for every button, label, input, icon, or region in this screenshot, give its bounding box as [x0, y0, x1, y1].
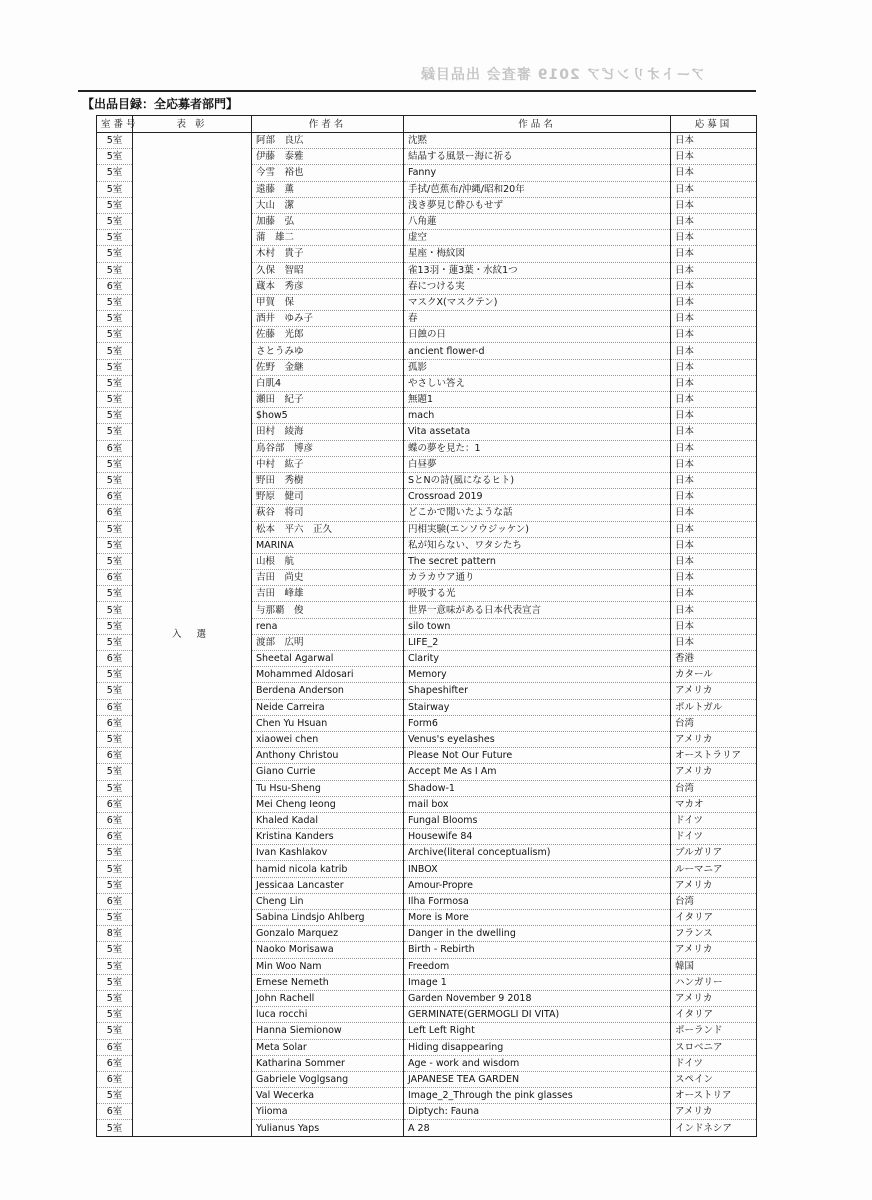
- country-cell: アメリカ: [671, 877, 757, 893]
- room-cell: 5室: [97, 262, 133, 278]
- room-cell: 5室: [97, 586, 133, 602]
- work-cell: 星座・梅紋図: [404, 246, 671, 262]
- country-cell: アメリカ: [671, 731, 757, 747]
- country-cell: 日本: [671, 586, 757, 602]
- artist-cell: Min Woo Nam: [252, 958, 404, 974]
- artist-cell: 木村 貴子: [252, 246, 404, 262]
- country-cell: 日本: [671, 375, 757, 391]
- work-cell: Shapeshifter: [404, 683, 671, 699]
- country-cell: 台湾: [671, 893, 757, 909]
- work-cell: SとNの詩(風になるヒト): [404, 472, 671, 488]
- work-cell: Freedom: [404, 958, 671, 974]
- country-cell: 日本: [671, 521, 757, 537]
- country-cell: 日本: [671, 392, 757, 408]
- country-cell: 日本: [671, 618, 757, 634]
- artist-cell: Mohammed Aldosari: [252, 667, 404, 683]
- header-room: 室番号: [97, 116, 133, 133]
- work-cell: Image 1: [404, 974, 671, 990]
- artist-cell: Berdena Anderson: [252, 683, 404, 699]
- work-cell: 結晶する風景ー海に祈る: [404, 149, 671, 165]
- work-cell: A 28: [404, 1120, 671, 1136]
- work-cell: Amour-Propre: [404, 877, 671, 893]
- work-cell: 私が知らない、ワタシたち: [404, 537, 671, 553]
- artist-cell: Yiioma: [252, 1104, 404, 1120]
- artist-cell: John Rachell: [252, 990, 404, 1006]
- country-cell: 日本: [671, 262, 757, 278]
- country-cell: 日本: [671, 408, 757, 424]
- country-cell: スペイン: [671, 1071, 757, 1087]
- work-cell: Birth - Rebirth: [404, 942, 671, 958]
- room-cell: 6室: [97, 489, 133, 505]
- room-cell: 5室: [97, 1007, 133, 1023]
- country-cell: アメリカ: [671, 990, 757, 1006]
- work-cell: Archive(literal conceptualism): [404, 845, 671, 861]
- room-cell: 5室: [97, 764, 133, 780]
- artist-cell: 野田 秀樹: [252, 472, 404, 488]
- artist-cell: 吉田 尚史: [252, 570, 404, 586]
- room-cell: 6室: [97, 893, 133, 909]
- country-cell: ポルトガル: [671, 699, 757, 715]
- work-cell: 白昼夢: [404, 456, 671, 472]
- work-cell: どこかで聞いたような話: [404, 505, 671, 521]
- artist-cell: MARINA: [252, 537, 404, 553]
- room-cell: 5室: [97, 181, 133, 197]
- room-cell: 5室: [97, 667, 133, 683]
- country-cell: ドイツ: [671, 829, 757, 845]
- country-cell: ブルガリア: [671, 845, 757, 861]
- artist-cell: Katharina Sommer: [252, 1055, 404, 1071]
- room-cell: 5室: [97, 133, 133, 149]
- artist-cell: Kristina Kanders: [252, 829, 404, 845]
- room-cell: 8室: [97, 926, 133, 942]
- room-cell: 5室: [97, 990, 133, 1006]
- country-cell: インドネシア: [671, 1120, 757, 1136]
- room-cell: 5室: [97, 910, 133, 926]
- country-cell: 日本: [671, 197, 757, 213]
- artist-cell: Gabriele Voglgsang: [252, 1071, 404, 1087]
- room-cell: 5室: [97, 165, 133, 181]
- country-cell: 韓国: [671, 958, 757, 974]
- country-cell: 日本: [671, 537, 757, 553]
- country-cell: イタリア: [671, 1007, 757, 1023]
- country-cell: カタール: [671, 667, 757, 683]
- room-cell: 6室: [97, 1071, 133, 1087]
- room-cell: 5室: [97, 392, 133, 408]
- room-cell: 5室: [97, 311, 133, 327]
- artist-cell: 吉田 峰雄: [252, 586, 404, 602]
- artist-cell: 伊藤 泰雅: [252, 149, 404, 165]
- artist-cell: Sabina Lindsjo Ahlberg: [252, 910, 404, 926]
- artist-cell: Khaled Kadal: [252, 812, 404, 828]
- work-cell: INBOX: [404, 861, 671, 877]
- artist-cell: 佐藤 光郎: [252, 327, 404, 343]
- room-cell: 5室: [97, 149, 133, 165]
- country-cell: ドイツ: [671, 812, 757, 828]
- country-cell: フランス: [671, 926, 757, 942]
- work-cell: The secret pattern: [404, 553, 671, 569]
- artist-cell: 久保 智昭: [252, 262, 404, 278]
- artist-cell: Gonzalo Marquez: [252, 926, 404, 942]
- artist-cell: Emese Nemeth: [252, 974, 404, 990]
- room-cell: 5室: [97, 683, 133, 699]
- work-cell: More is More: [404, 910, 671, 926]
- room-cell: 5室: [97, 553, 133, 569]
- work-cell: 春: [404, 311, 671, 327]
- room-cell: 6室: [97, 1039, 133, 1055]
- work-cell: Diptych: Fauna: [404, 1104, 671, 1120]
- room-cell: 5室: [97, 1023, 133, 1039]
- work-cell: Danger in the dwelling: [404, 926, 671, 942]
- artist-cell: Yulianus Yaps: [252, 1120, 404, 1136]
- work-cell: 沈黙: [404, 133, 671, 149]
- artist-cell: 瀬田 紀子: [252, 392, 404, 408]
- room-cell: 6室: [97, 651, 133, 667]
- artist-cell: 白肌4: [252, 375, 404, 391]
- artist-cell: Giano Currie: [252, 764, 404, 780]
- country-cell: 日本: [671, 230, 757, 246]
- room-cell: 5室: [97, 472, 133, 488]
- work-cell: Shadow-1: [404, 780, 671, 796]
- work-cell: Image_2_Through the pink glasses: [404, 1088, 671, 1104]
- room-cell: 5室: [97, 537, 133, 553]
- work-cell: Garden November 9 2018: [404, 990, 671, 1006]
- room-cell: 5室: [97, 327, 133, 343]
- work-cell: 呼吸する光: [404, 586, 671, 602]
- work-cell: 手拭/芭蕉布/沖縄/昭和20年: [404, 181, 671, 197]
- work-cell: Venus's eyelashes: [404, 731, 671, 747]
- artist-cell: Cheng Lin: [252, 893, 404, 909]
- country-cell: 日本: [671, 505, 757, 521]
- catalog-table: [96, 115, 757, 1137]
- artist-cell: 中村 紘子: [252, 456, 404, 472]
- room-cell: 6室: [97, 505, 133, 521]
- room-cell: 5室: [97, 375, 133, 391]
- artist-cell: Ivan Kashlakov: [252, 845, 404, 861]
- country-cell: アメリカ: [671, 683, 757, 699]
- country-cell: アメリカ: [671, 764, 757, 780]
- artist-cell: 佐野 金継: [252, 359, 404, 375]
- country-cell: イタリア: [671, 910, 757, 926]
- room-cell: 5室: [97, 294, 133, 310]
- country-cell: 日本: [671, 602, 757, 618]
- artist-cell: Neide Carreira: [252, 699, 404, 715]
- country-cell: ルーマニア: [671, 861, 757, 877]
- room-cell: 5室: [97, 1088, 133, 1104]
- room-cell: 5室: [97, 877, 133, 893]
- room-cell: 6室: [97, 1055, 133, 1071]
- room-cell: 5室: [97, 731, 133, 747]
- room-cell: 5室: [97, 424, 133, 440]
- room-cell: 6室: [97, 812, 133, 828]
- room-cell: 6室: [97, 715, 133, 731]
- country-cell: オーストリア: [671, 1088, 757, 1104]
- work-cell: Age - work and wisdom: [404, 1055, 671, 1071]
- country-cell: 香港: [671, 651, 757, 667]
- work-cell: mach: [404, 408, 671, 424]
- artist-cell: 与那覇 俊: [252, 602, 404, 618]
- country-cell: 日本: [671, 440, 757, 456]
- artist-cell: Anthony Christou: [252, 748, 404, 764]
- room-cell: 5室: [97, 521, 133, 537]
- header-country: 応募国: [671, 116, 757, 133]
- artist-cell: 渡部 広明: [252, 634, 404, 650]
- work-cell: 浅き夢見じ酔ひもせず: [404, 197, 671, 213]
- room-cell: 5室: [97, 974, 133, 990]
- room-cell: 5室: [97, 1120, 133, 1136]
- artist-cell: Chen Yu Hsuan: [252, 715, 404, 731]
- work-cell: silo town: [404, 618, 671, 634]
- country-cell: 日本: [671, 343, 757, 359]
- room-cell: 5室: [97, 942, 133, 958]
- work-cell: 世界一意味がある日本代表宣言: [404, 602, 671, 618]
- catalog-body: [97, 133, 757, 1137]
- country-cell: 日本: [671, 165, 757, 181]
- room-cell: 5室: [97, 408, 133, 424]
- bleed-through-header: アートオリンピア 2019 審査会 出品目録: [420, 67, 705, 83]
- country-cell: 日本: [671, 278, 757, 294]
- table-row: [97, 133, 757, 149]
- work-cell: 雀13羽・蓮3葉・水紋1つ: [404, 262, 671, 278]
- artist-cell: 蔵本 秀彦: [252, 278, 404, 294]
- country-cell: 日本: [671, 489, 757, 505]
- room-cell: 5室: [97, 359, 133, 375]
- artist-cell: 阿部 良広: [252, 133, 404, 149]
- room-cell: 6室: [97, 748, 133, 764]
- work-cell: Memory: [404, 667, 671, 683]
- artist-cell: 加藤 弘: [252, 213, 404, 229]
- country-cell: 日本: [671, 311, 757, 327]
- work-cell: Form6: [404, 715, 671, 731]
- artist-cell: 酒井 ゆみ子: [252, 311, 404, 327]
- artist-cell: Tu Hsu-Sheng: [252, 780, 404, 796]
- work-cell: 無題1: [404, 392, 671, 408]
- country-cell: 日本: [671, 181, 757, 197]
- room-cell: 5室: [97, 845, 133, 861]
- work-cell: GERMINATE(GERMOGLI DI VITA): [404, 1007, 671, 1023]
- room-cell: 5室: [97, 213, 133, 229]
- room-cell: 5室: [97, 618, 133, 634]
- work-cell: 孤影: [404, 359, 671, 375]
- work-cell: Fungal Blooms: [404, 812, 671, 828]
- room-cell: 6室: [97, 1104, 133, 1120]
- room-cell: 5室: [97, 343, 133, 359]
- artist-cell: luca rocchi: [252, 1007, 404, 1023]
- work-cell: 八角蓮: [404, 213, 671, 229]
- country-cell: アメリカ: [671, 1104, 757, 1120]
- country-cell: ドイツ: [671, 1055, 757, 1071]
- room-cell: 5室: [97, 197, 133, 213]
- header-artist: 作者名: [252, 116, 404, 133]
- room-cell: 5室: [97, 958, 133, 974]
- artist-cell: Jessicaa Lancaster: [252, 877, 404, 893]
- work-cell: Left Left Right: [404, 1023, 671, 1039]
- work-cell: Fanny: [404, 165, 671, 181]
- country-cell: 日本: [671, 570, 757, 586]
- work-cell: Accept Me As I Am: [404, 764, 671, 780]
- country-cell: 日本: [671, 456, 757, 472]
- work-cell: やさしい答え: [404, 375, 671, 391]
- country-cell: 日本: [671, 149, 757, 165]
- work-cell: Crossroad 2019: [404, 489, 671, 505]
- artist-cell: Naoko Morisawa: [252, 942, 404, 958]
- country-cell: マカオ: [671, 796, 757, 812]
- work-cell: 日蝕の日: [404, 327, 671, 343]
- top-rule: [78, 90, 756, 92]
- artist-cell: Hanna Siemionow: [252, 1023, 404, 1039]
- artist-cell: hamid nicola katrib: [252, 861, 404, 877]
- work-cell: Stairway: [404, 699, 671, 715]
- country-cell: 日本: [671, 359, 757, 375]
- work-cell: 春につける実: [404, 278, 671, 294]
- artist-cell: さとうみゆ: [252, 343, 404, 359]
- work-cell: Vita assetata: [404, 424, 671, 440]
- country-cell: スロベニア: [671, 1039, 757, 1055]
- room-cell: 6室: [97, 278, 133, 294]
- header-award: 表 彰: [133, 116, 252, 133]
- country-cell: 日本: [671, 472, 757, 488]
- work-cell: Ilha Formosa: [404, 893, 671, 909]
- country-cell: ポーランド: [671, 1023, 757, 1039]
- room-cell: 6室: [97, 440, 133, 456]
- country-cell: 日本: [671, 634, 757, 650]
- work-cell: Housewife 84: [404, 829, 671, 845]
- room-cell: 6室: [97, 570, 133, 586]
- work-cell: Please Not Our Future: [404, 748, 671, 764]
- section-title: 【出品目録：全応募者部門】: [82, 97, 239, 111]
- artist-cell: $how5: [252, 408, 404, 424]
- country-cell: 日本: [671, 246, 757, 262]
- country-cell: 日本: [671, 327, 757, 343]
- header-row: [97, 116, 757, 133]
- work-cell: Clarity: [404, 651, 671, 667]
- work-cell: 虚空: [404, 230, 671, 246]
- room-cell: 5室: [97, 246, 133, 262]
- artist-cell: 大山 潔: [252, 197, 404, 213]
- country-cell: 台湾: [671, 780, 757, 796]
- artist-cell: 遠藤 薫: [252, 181, 404, 197]
- work-cell: ancient flower-d: [404, 343, 671, 359]
- room-cell: 6室: [97, 829, 133, 845]
- work-cell: mail box: [404, 796, 671, 812]
- artist-cell: Meta Solar: [252, 1039, 404, 1055]
- room-cell: 6室: [97, 796, 133, 812]
- work-cell: カラカウア通り: [404, 570, 671, 586]
- room-cell: 5室: [97, 602, 133, 618]
- country-cell: 日本: [671, 133, 757, 149]
- header-work: 作品名: [404, 116, 671, 133]
- country-cell: 日本: [671, 553, 757, 569]
- country-cell: オーストラリア: [671, 748, 757, 764]
- room-cell: 6室: [97, 699, 133, 715]
- work-cell: マスクX(マスクテン): [404, 294, 671, 310]
- artist-cell: 蒲 雄二: [252, 230, 404, 246]
- room-cell: 5室: [97, 230, 133, 246]
- work-cell: Hiding disappearing: [404, 1039, 671, 1055]
- country-cell: 日本: [671, 294, 757, 310]
- artist-cell: xiaowei chen: [252, 731, 404, 747]
- country-cell: 日本: [671, 213, 757, 229]
- artist-cell: 甲賀 保: [252, 294, 404, 310]
- artist-cell: 萩谷 将司: [252, 505, 404, 521]
- room-cell: 5室: [97, 634, 133, 650]
- work-cell: JAPANESE TEA GARDEN: [404, 1071, 671, 1087]
- award-cell: 入 選: [133, 133, 252, 1137]
- artist-cell: rena: [252, 618, 404, 634]
- artist-cell: Sheetal Agarwal: [252, 651, 404, 667]
- country-cell: ハンガリー: [671, 974, 757, 990]
- country-cell: 日本: [671, 424, 757, 440]
- artist-cell: 田村 綾海: [252, 424, 404, 440]
- work-cell: 蝶の夢を見た：1: [404, 440, 671, 456]
- work-cell: 円相実験(エンソウジッケン): [404, 521, 671, 537]
- artist-cell: 今雪 裕也: [252, 165, 404, 181]
- artist-cell: 鳥谷部 博彦: [252, 440, 404, 456]
- artist-cell: Val Wecerka: [252, 1088, 404, 1104]
- artist-cell: 松本 平六 正久: [252, 521, 404, 537]
- work-cell: LIFE_2: [404, 634, 671, 650]
- country-cell: アメリカ: [671, 942, 757, 958]
- artist-cell: Mei Cheng Ieong: [252, 796, 404, 812]
- room-cell: 5室: [97, 780, 133, 796]
- room-cell: 5室: [97, 861, 133, 877]
- artist-cell: 山根 航: [252, 553, 404, 569]
- room-cell: 5室: [97, 456, 133, 472]
- country-cell: 台湾: [671, 715, 757, 731]
- artist-cell: 野原 健司: [252, 489, 404, 505]
